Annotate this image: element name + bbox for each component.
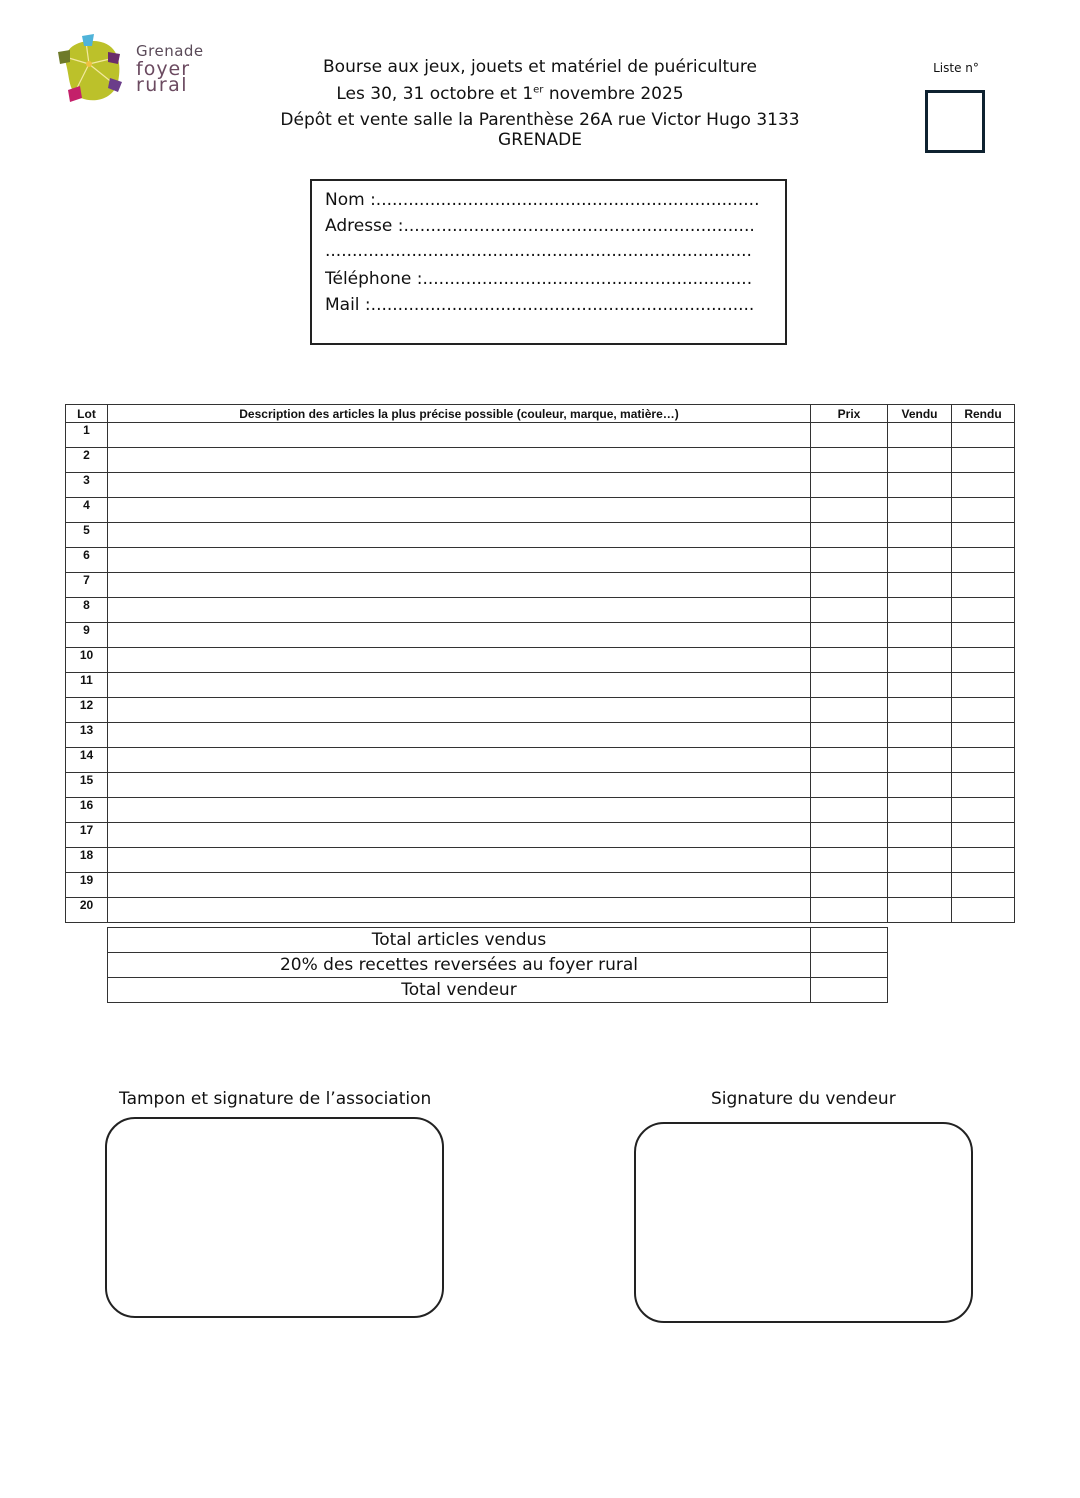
items-table: [65, 404, 1015, 923]
vendu-cell[interactable]: [888, 473, 952, 498]
table-row: [66, 723, 1015, 748]
summary-label-seller-total: Total vendeur: [108, 978, 811, 1003]
vendu-cell[interactable]: [888, 423, 952, 448]
table-row: [66, 648, 1015, 673]
description-cell[interactable]: [108, 473, 811, 498]
header-vendu: Vendu: [888, 405, 952, 423]
rendu-cell[interactable]: [952, 648, 1015, 673]
event-title: Bourse aux jeux, jouets et matériel de puériculture: [323, 57, 757, 77]
vendu-cell[interactable]: [888, 548, 952, 573]
prix-cell[interactable]: [811, 523, 888, 548]
header-description: Description des articles la plus précise possible (couleur, marque, matière…): [108, 405, 811, 423]
prix-cell[interactable]: [811, 548, 888, 573]
rendu-cell[interactable]: [952, 873, 1015, 898]
prix-cell[interactable]: [811, 748, 888, 773]
prix-cell[interactable]: [811, 423, 888, 448]
rendu-cell[interactable]: [952, 473, 1015, 498]
table-row: [66, 873, 1015, 898]
logo-line-rural: rural: [136, 74, 189, 96]
rendu-cell[interactable]: [952, 573, 1015, 598]
vendu-cell[interactable]: [888, 673, 952, 698]
table-header-row: [66, 405, 1015, 423]
dates-prefix: Les 30, 31 octobre et 1: [336, 84, 534, 104]
table-row: [66, 773, 1015, 798]
lot-cell: 17: [66, 823, 108, 848]
rendu-cell[interactable]: [952, 523, 1015, 548]
lot-cell: 12: [66, 698, 108, 723]
lot-cell: 16: [66, 798, 108, 823]
table-row: [66, 573, 1015, 598]
association-signature-box[interactable]: [105, 1117, 444, 1318]
table-row: [66, 523, 1015, 548]
table-row: [66, 548, 1015, 573]
rendu-cell[interactable]: [952, 773, 1015, 798]
seller-signature-label: Signature du vendeur: [711, 1089, 896, 1109]
header-rendu: Rendu: [952, 405, 1015, 423]
description-cell[interactable]: [108, 573, 811, 598]
table-row: [66, 798, 1015, 823]
table-row: [66, 448, 1015, 473]
description-cell[interactable]: [108, 873, 811, 898]
event-dates: [210, 84, 810, 104]
rendu-cell[interactable]: [952, 698, 1015, 723]
lot-cell: 10: [66, 648, 108, 673]
lot-cell: 18: [66, 848, 108, 873]
lot-cell: 14: [66, 748, 108, 773]
summary-label-total-sold: Total articles vendus: [108, 928, 811, 953]
dates-suffix: novembre 2025: [543, 84, 684, 104]
vendu-cell[interactable]: [888, 598, 952, 623]
table-row: [66, 698, 1015, 723]
rendu-cell[interactable]: [952, 898, 1015, 923]
vendu-cell[interactable]: [888, 748, 952, 773]
rendu-cell[interactable]: [952, 823, 1015, 848]
summary-table: [107, 927, 888, 1003]
vendu-cell[interactable]: [888, 773, 952, 798]
rendu-cell[interactable]: [952, 623, 1015, 648]
rendu-cell[interactable]: [952, 448, 1015, 473]
summary-label-commission: 20% des recettes reversées au foyer rural: [108, 953, 811, 978]
adresse-field[interactable]: Adresse :.................................................................: [325, 216, 755, 236]
description-cell[interactable]: [108, 673, 811, 698]
prix-cell[interactable]: [811, 898, 888, 923]
lot-cell: 15: [66, 773, 108, 798]
prix-cell[interactable]: [811, 623, 888, 648]
mail-field[interactable]: Mail :.......................................................................: [325, 295, 755, 315]
prix-cell[interactable]: [811, 473, 888, 498]
association-signature-label: Tampon et signature de l’association: [119, 1089, 432, 1109]
list-number-label: Liste n°: [933, 61, 979, 75]
summary-value-seller-total[interactable]: [811, 978, 888, 1003]
rendu-cell[interactable]: [952, 848, 1015, 873]
lot-cell: 7: [66, 573, 108, 598]
table-row: [66, 898, 1015, 923]
vendu-cell[interactable]: [888, 848, 952, 873]
table-row: [66, 498, 1015, 523]
description-cell[interactable]: [108, 523, 811, 548]
table-row: [66, 823, 1015, 848]
description-cell[interactable]: [108, 598, 811, 623]
vendu-cell[interactable]: [888, 623, 952, 648]
description-cell[interactable]: [108, 848, 811, 873]
prix-cell[interactable]: [811, 723, 888, 748]
description-cell[interactable]: [108, 698, 811, 723]
rendu-cell[interactable]: [952, 498, 1015, 523]
prix-cell[interactable]: [811, 648, 888, 673]
prix-cell[interactable]: [811, 598, 888, 623]
event-location: Dépôt et vente salle la Parenthèse 26A rue Victor Hugo 3133 GRENADE: [280, 110, 800, 150]
rendu-cell[interactable]: [952, 598, 1015, 623]
prix-cell[interactable]: [811, 673, 888, 698]
vendu-cell[interactable]: [888, 723, 952, 748]
logo-line-grenade: Grenade: [136, 42, 204, 60]
logo-line-foyer: foyer: [136, 58, 191, 80]
rendu-cell[interactable]: [952, 748, 1015, 773]
summary-row: [108, 953, 888, 978]
table-row: [66, 848, 1015, 873]
rendu-cell[interactable]: [952, 673, 1015, 698]
vendu-cell[interactable]: [888, 498, 952, 523]
lot-cell: 4: [66, 498, 108, 523]
lot-cell: 1: [66, 423, 108, 448]
seller-signature-box[interactable]: [634, 1122, 973, 1323]
table-row: [66, 598, 1015, 623]
summary-row: [108, 978, 888, 1003]
table-row: [66, 423, 1015, 448]
lot-cell: 5: [66, 523, 108, 548]
vendu-cell[interactable]: [888, 523, 952, 548]
description-cell[interactable]: [108, 823, 811, 848]
adresse-line2-field[interactable]: ...............................................................................: [325, 241, 752, 261]
table-row: [66, 623, 1015, 648]
lot-cell: 2: [66, 448, 108, 473]
lot-cell: 6: [66, 548, 108, 573]
lot-cell: 9: [66, 623, 108, 648]
list-number-box[interactable]: [925, 90, 985, 153]
prix-cell[interactable]: [811, 848, 888, 873]
vendu-cell[interactable]: [888, 873, 952, 898]
summary-value-commission[interactable]: [811, 953, 888, 978]
lot-cell: 13: [66, 723, 108, 748]
prix-cell[interactable]: [811, 698, 888, 723]
logo-emblem-icon: [56, 34, 136, 106]
table-row: [66, 473, 1015, 498]
description-cell[interactable]: [108, 448, 811, 473]
description-cell[interactable]: [108, 498, 811, 523]
foyer-rural-logo: [56, 34, 216, 106]
vendu-cell[interactable]: [888, 698, 952, 723]
description-cell[interactable]: [108, 623, 811, 648]
lot-cell: 19: [66, 873, 108, 898]
lot-cell: 20: [66, 898, 108, 923]
description-cell[interactable]: [108, 898, 811, 923]
description-cell[interactable]: [108, 548, 811, 573]
vendu-cell[interactable]: [888, 448, 952, 473]
table-row: [66, 673, 1015, 698]
rendu-cell[interactable]: [952, 423, 1015, 448]
table-row: [66, 748, 1015, 773]
rendu-cell[interactable]: [952, 548, 1015, 573]
vendu-cell[interactable]: [888, 573, 952, 598]
prix-cell[interactable]: [811, 823, 888, 848]
description-cell[interactable]: [108, 648, 811, 673]
description-cell[interactable]: [108, 723, 811, 748]
seller-contact-box: [310, 179, 787, 345]
prix-cell[interactable]: [811, 873, 888, 898]
summary-value-total-sold[interactable]: [811, 928, 888, 953]
prix-cell[interactable]: [811, 573, 888, 598]
description-cell[interactable]: [108, 423, 811, 448]
vendu-cell[interactable]: [888, 898, 952, 923]
prix-cell[interactable]: [811, 498, 888, 523]
header-prix: Prix: [811, 405, 888, 423]
dates-superscript: er: [533, 84, 544, 96]
prix-cell[interactable]: [811, 773, 888, 798]
header-lot: Lot: [66, 405, 108, 423]
prix-cell[interactable]: [811, 798, 888, 823]
rendu-cell[interactable]: [952, 723, 1015, 748]
lot-cell: 8: [66, 598, 108, 623]
summary-row: [108, 928, 888, 953]
lot-cell: 3: [66, 473, 108, 498]
telephone-field[interactable]: Téléphone :.............................................................: [325, 269, 753, 289]
rendu-cell[interactable]: [952, 798, 1015, 823]
prix-cell[interactable]: [811, 448, 888, 473]
vendu-cell[interactable]: [888, 648, 952, 673]
vendu-cell[interactable]: [888, 823, 952, 848]
description-cell[interactable]: [108, 748, 811, 773]
lot-cell: 11: [66, 673, 108, 698]
description-cell[interactable]: [108, 773, 811, 798]
vendu-cell[interactable]: [888, 798, 952, 823]
description-cell[interactable]: [108, 798, 811, 823]
nom-field[interactable]: Nom :.......................................................................: [325, 190, 760, 210]
